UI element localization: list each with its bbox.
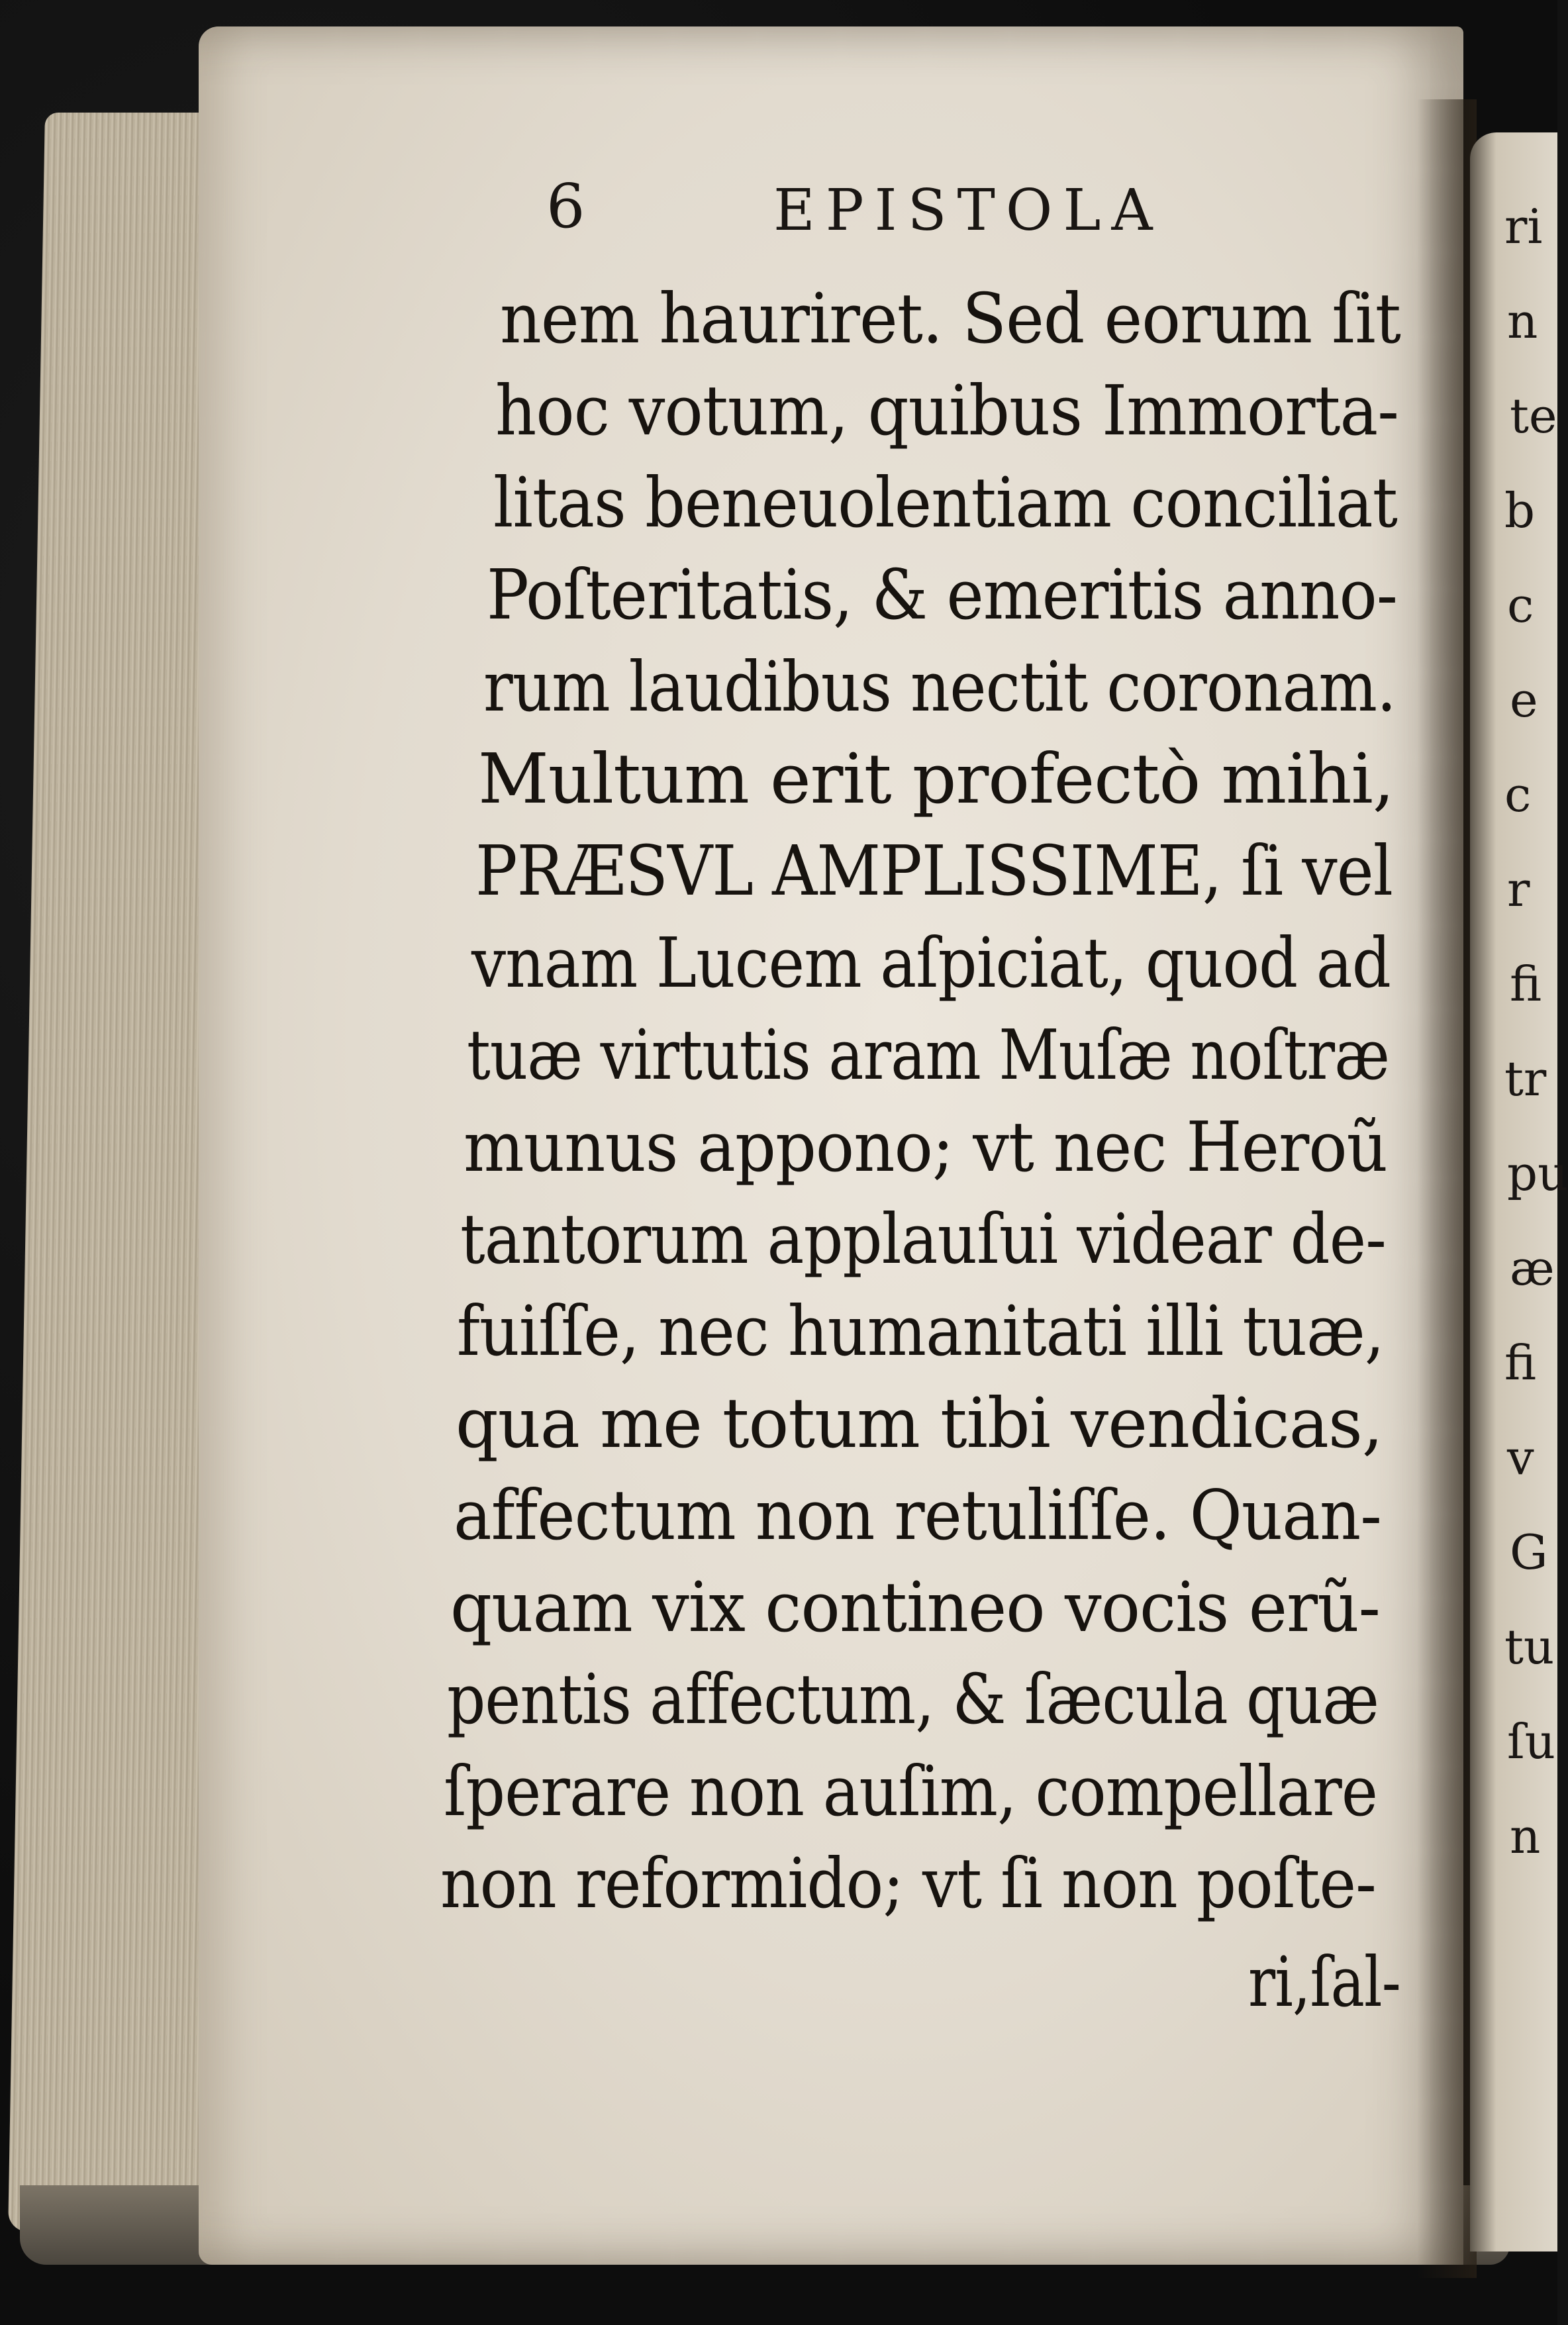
facing-page-fragment: ſu [1507,1714,1556,1769]
text-line: non reformido; vt ſi non poſte- [440,1843,1376,1924]
facing-page-fragment: æ [1510,1240,1555,1296]
facing-page-fragment: r [1507,862,1530,917]
text-line: qua me totum tibi vendicas, [456,1383,1383,1463]
text-line: nem hauriret. Sed eorum ſit [500,278,1400,359]
text-line: PRÆSVL AMPLISSIME, ſi vel [475,830,1393,911]
text-line: quam vix contineo vocis erũ- [450,1567,1380,1648]
running-title: EPISTOLA [773,177,1163,244]
facing-page-fragment: ri [1504,199,1543,254]
facing-page-fragment: te [1510,388,1557,444]
text-line: fuiſſe, nec humanitati illi tuæ, [457,1291,1384,1371]
text-line: hoc votum, quibus Immorta- [495,370,1398,451]
text-line: munus appono; vt nec Heroũ [464,1107,1387,1187]
text-line: Poſteritatis, & emeritis anno- [487,554,1397,635]
facing-page-fragment: v [1507,1430,1534,1485]
facing-page-fragment: G [1510,1524,1548,1580]
text-line: ſperare non auſim, compellare [444,1751,1377,1832]
text-line: tantorum applauſui videar de- [460,1199,1386,1279]
text-line: pentis affectum, & ſæcula quæ [447,1659,1379,1740]
text-line: vnam Lucem aſpiciat, quod ad [471,922,1391,1003]
facing-page-fragment: pu [1507,1146,1568,1201]
book-gutter [1417,99,1477,2278]
facing-page-fragment: n [1510,1808,1541,1864]
facing-page [1470,132,1568,2251]
facing-page-fragment: fi [1504,1335,1537,1391]
facing-page-fragment: fi [1510,956,1542,1012]
text-line: Multum erit profectò mihi, [478,738,1394,819]
facing-page-fragment: c [1504,767,1532,822]
text-line: litas beneuolentiam conciliat [493,462,1397,543]
facing-page-fragment: tr [1504,1051,1547,1107]
catchword: ri,ſal- [1248,1942,1400,2022]
facing-page-fragment: n [1507,293,1538,349]
facing-page-fragment: tu [1504,1619,1555,1675]
text-line: tuæ virtutis aram Muſæ noſtræ [467,1014,1389,1095]
facing-page-fragment: e [1510,672,1538,728]
text-line: rum laudibus nectit coronam. [483,646,1396,727]
facing-page-fragment: c [1507,577,1534,633]
text-line: affectum non retuliſſe. Quan- [454,1475,1381,1556]
page-number: 6 [546,171,585,242]
facing-page-fragment: b [1504,483,1536,538]
